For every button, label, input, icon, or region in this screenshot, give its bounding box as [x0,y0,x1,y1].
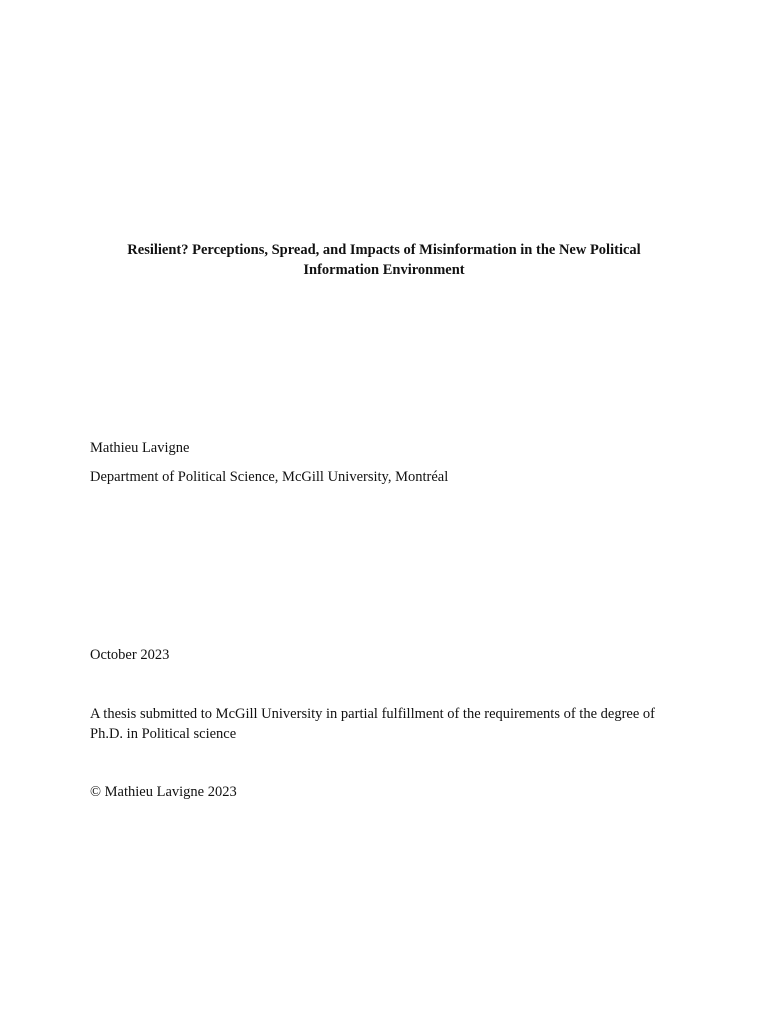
degree-statement-line-2: Ph.D. in Political science [90,726,237,742]
degree-statement [90,704,690,744]
thesis-title [90,240,678,280]
thesis-title-line-2: Information Environment [303,262,465,278]
author-name: Mathieu Lavigne [90,440,190,456]
copyright-notice: © Mathieu Lavigne 2023 [90,784,237,800]
degree-statement-line-1: A thesis submitted to McGill University in partial fulfillment of the requirements of the degree of [90,706,655,722]
submission-date: October 2023 [90,647,170,663]
thesis-title-line-1: Resilient? Perceptions, Spread, and Impacts of Misinformation in the New Political [127,242,641,258]
author-affiliation: Department of Political Science, McGill University, Montréal [90,469,449,485]
